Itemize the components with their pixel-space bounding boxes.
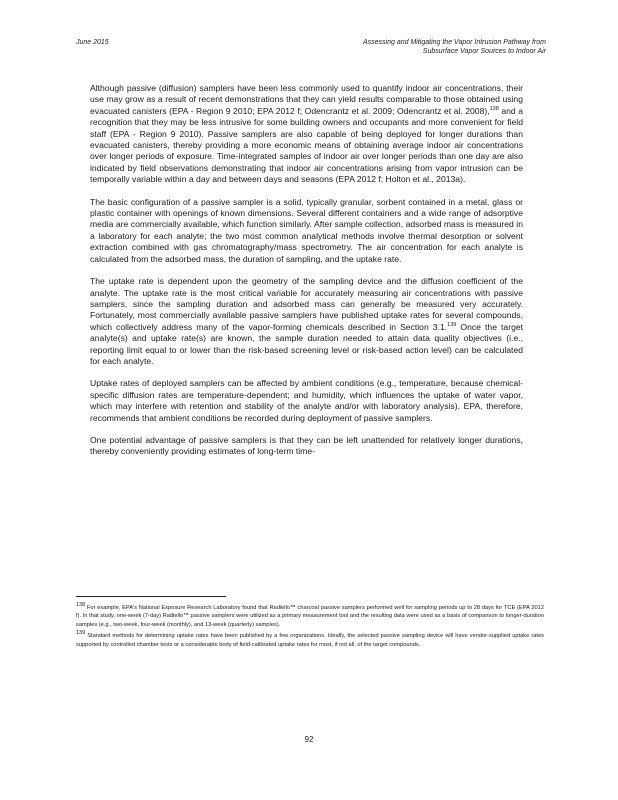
paragraph-1 bbox=[90, 83, 523, 186]
paragraph-text: The uptake rate is dependent upon the geometry of the sampling device and the diffusion coefficient of the analyte. The uptake rate is the most critical variable for accurately measuring air concentrations with passive samplers, since the sampling duration and adsorbed mass can generally be measured very accurately. Fortunately, most commercially available passive samplers have published uptake rates for several compounds, which collectively address many of the vapor-forming chemicals described in Section 3.1. bbox=[90, 276, 523, 332]
footnote-139 bbox=[76, 632, 544, 649]
page-number: 92 bbox=[304, 735, 314, 744]
footnote-number: 139 bbox=[76, 630, 86, 637]
header-title bbox=[286, 38, 546, 56]
footnote-ref[interactable]: 139 bbox=[447, 321, 457, 328]
footnote-number: 138 bbox=[76, 602, 86, 609]
footnote-138 bbox=[76, 604, 544, 629]
paragraph-text: and a recognition that they may be less intrusive for some building owners and occupants and more convenient for field staff (EPA - Region 9 2010). Passive samplers are also capable of being deployed for longer durations than evacuated canisters, thereby providing a more economic means of obtaining average indoor air concentrations over longer periods of exposure. Time-integrated samples of indoor air over longer periods than one day are also indicated by field observations demonstrating that indoor air concentrations arising from vapor intrusion can be temporally variable within a day and between days and seasons (EPA 2012 f; Holton et al., 2013a). bbox=[90, 105, 523, 185]
body-text bbox=[90, 83, 523, 469]
paragraph-text: Although passive (diffusion) samplers have been less commonly used to quantify indoor air concentrations, their use may grow as a result of recent demonstrations that they can yield results comparable to those obtained using evacuated canisters (EPA - Region 9 2010; EPA 2012 f; Odencrantz et al. 2009; Odencrantz et al. 2008), bbox=[90, 83, 523, 116]
footnotes bbox=[76, 604, 544, 652]
footnote-text: Standard methods for determining uptake rates have been published by a few organizations. Ideally, the selected passive sampling device will have vendor-supplied uptake rates supported by controlled chamber tests or a considerable body of field-calibrated uptake rates for most, if not all, of the target compounds. bbox=[76, 633, 544, 648]
footnote-divider bbox=[76, 596, 226, 597]
paragraph-5 bbox=[90, 435, 523, 458]
paragraph-text: Uptake rates of deployed samplers can be affected by ambient conditions (e.g., temperature, because chemical-specific diffusion rates are temperature-dependent; and humidity, which influences the uptake of water vapor, which may interfere with retention and stability of the analyte and/or with laboratory analysis). EPA, therefore, recommends that ambient conditions be recorded during deployment of passive samplers. bbox=[90, 378, 523, 423]
header-title-line2: Subsurface Vapor Sources to Indoor Air bbox=[422, 48, 546, 55]
footnote-ref[interactable]: 138 bbox=[489, 105, 499, 112]
paragraph-3 bbox=[90, 276, 523, 367]
header-title-line1: Assessing and Mitigating the Vapor Intrusion Pathway from bbox=[362, 39, 546, 46]
paragraph-text: One potential advantage of passive samplers is that they can be left unattended for relatively longer durations, thereby conveniently providing estimates of long-term time- bbox=[90, 434, 523, 457]
footnote-text: For example, EPA's National Exposure Research Laboratory found that Radiello™ charcoal passive samplers performed well for sampling periods up to 28 days for TCE (EPA 2012 f). In that study, one-week (7-day) Radiello™ passive samplers were utilized as a primary measurement tool and the resulting data were used as a basis of comparison to longer-duration samples (e.g., two-week, four-week (monthly), and 13-week (quarterly) samples). bbox=[76, 605, 544, 628]
paragraph-text: The basic configuration of a passive sampler is a solid, typically granular, sorbent contained in a metal, glass or plastic container with openings of known dimensions. Several different containers and a wide range of adsorptive media are commercially available, which function similarly. After sample collection, adsorbed mass is measured in a laboratory for each analyte; the two most common analytical methods involve thermal desorption or solvent extraction combined with gas chromatography/mass spectrometry. The air concentration for each analyte is calculated from the adsorbed mass, the duration of sampling, and the uptake rate. bbox=[90, 196, 523, 264]
paragraph-text: Once the target analyte(s) and uptake rate(s) are known, the sample duration needed to attain data quality objectives (i.e., reporting limit equal to or lower than the risk-based screening level or risk-based action level) can be calculated for each analyte. bbox=[90, 321, 524, 366]
paragraph-4 bbox=[90, 378, 523, 424]
header-date: June 2015 bbox=[76, 39, 109, 46]
paragraph-2 bbox=[90, 197, 523, 265]
